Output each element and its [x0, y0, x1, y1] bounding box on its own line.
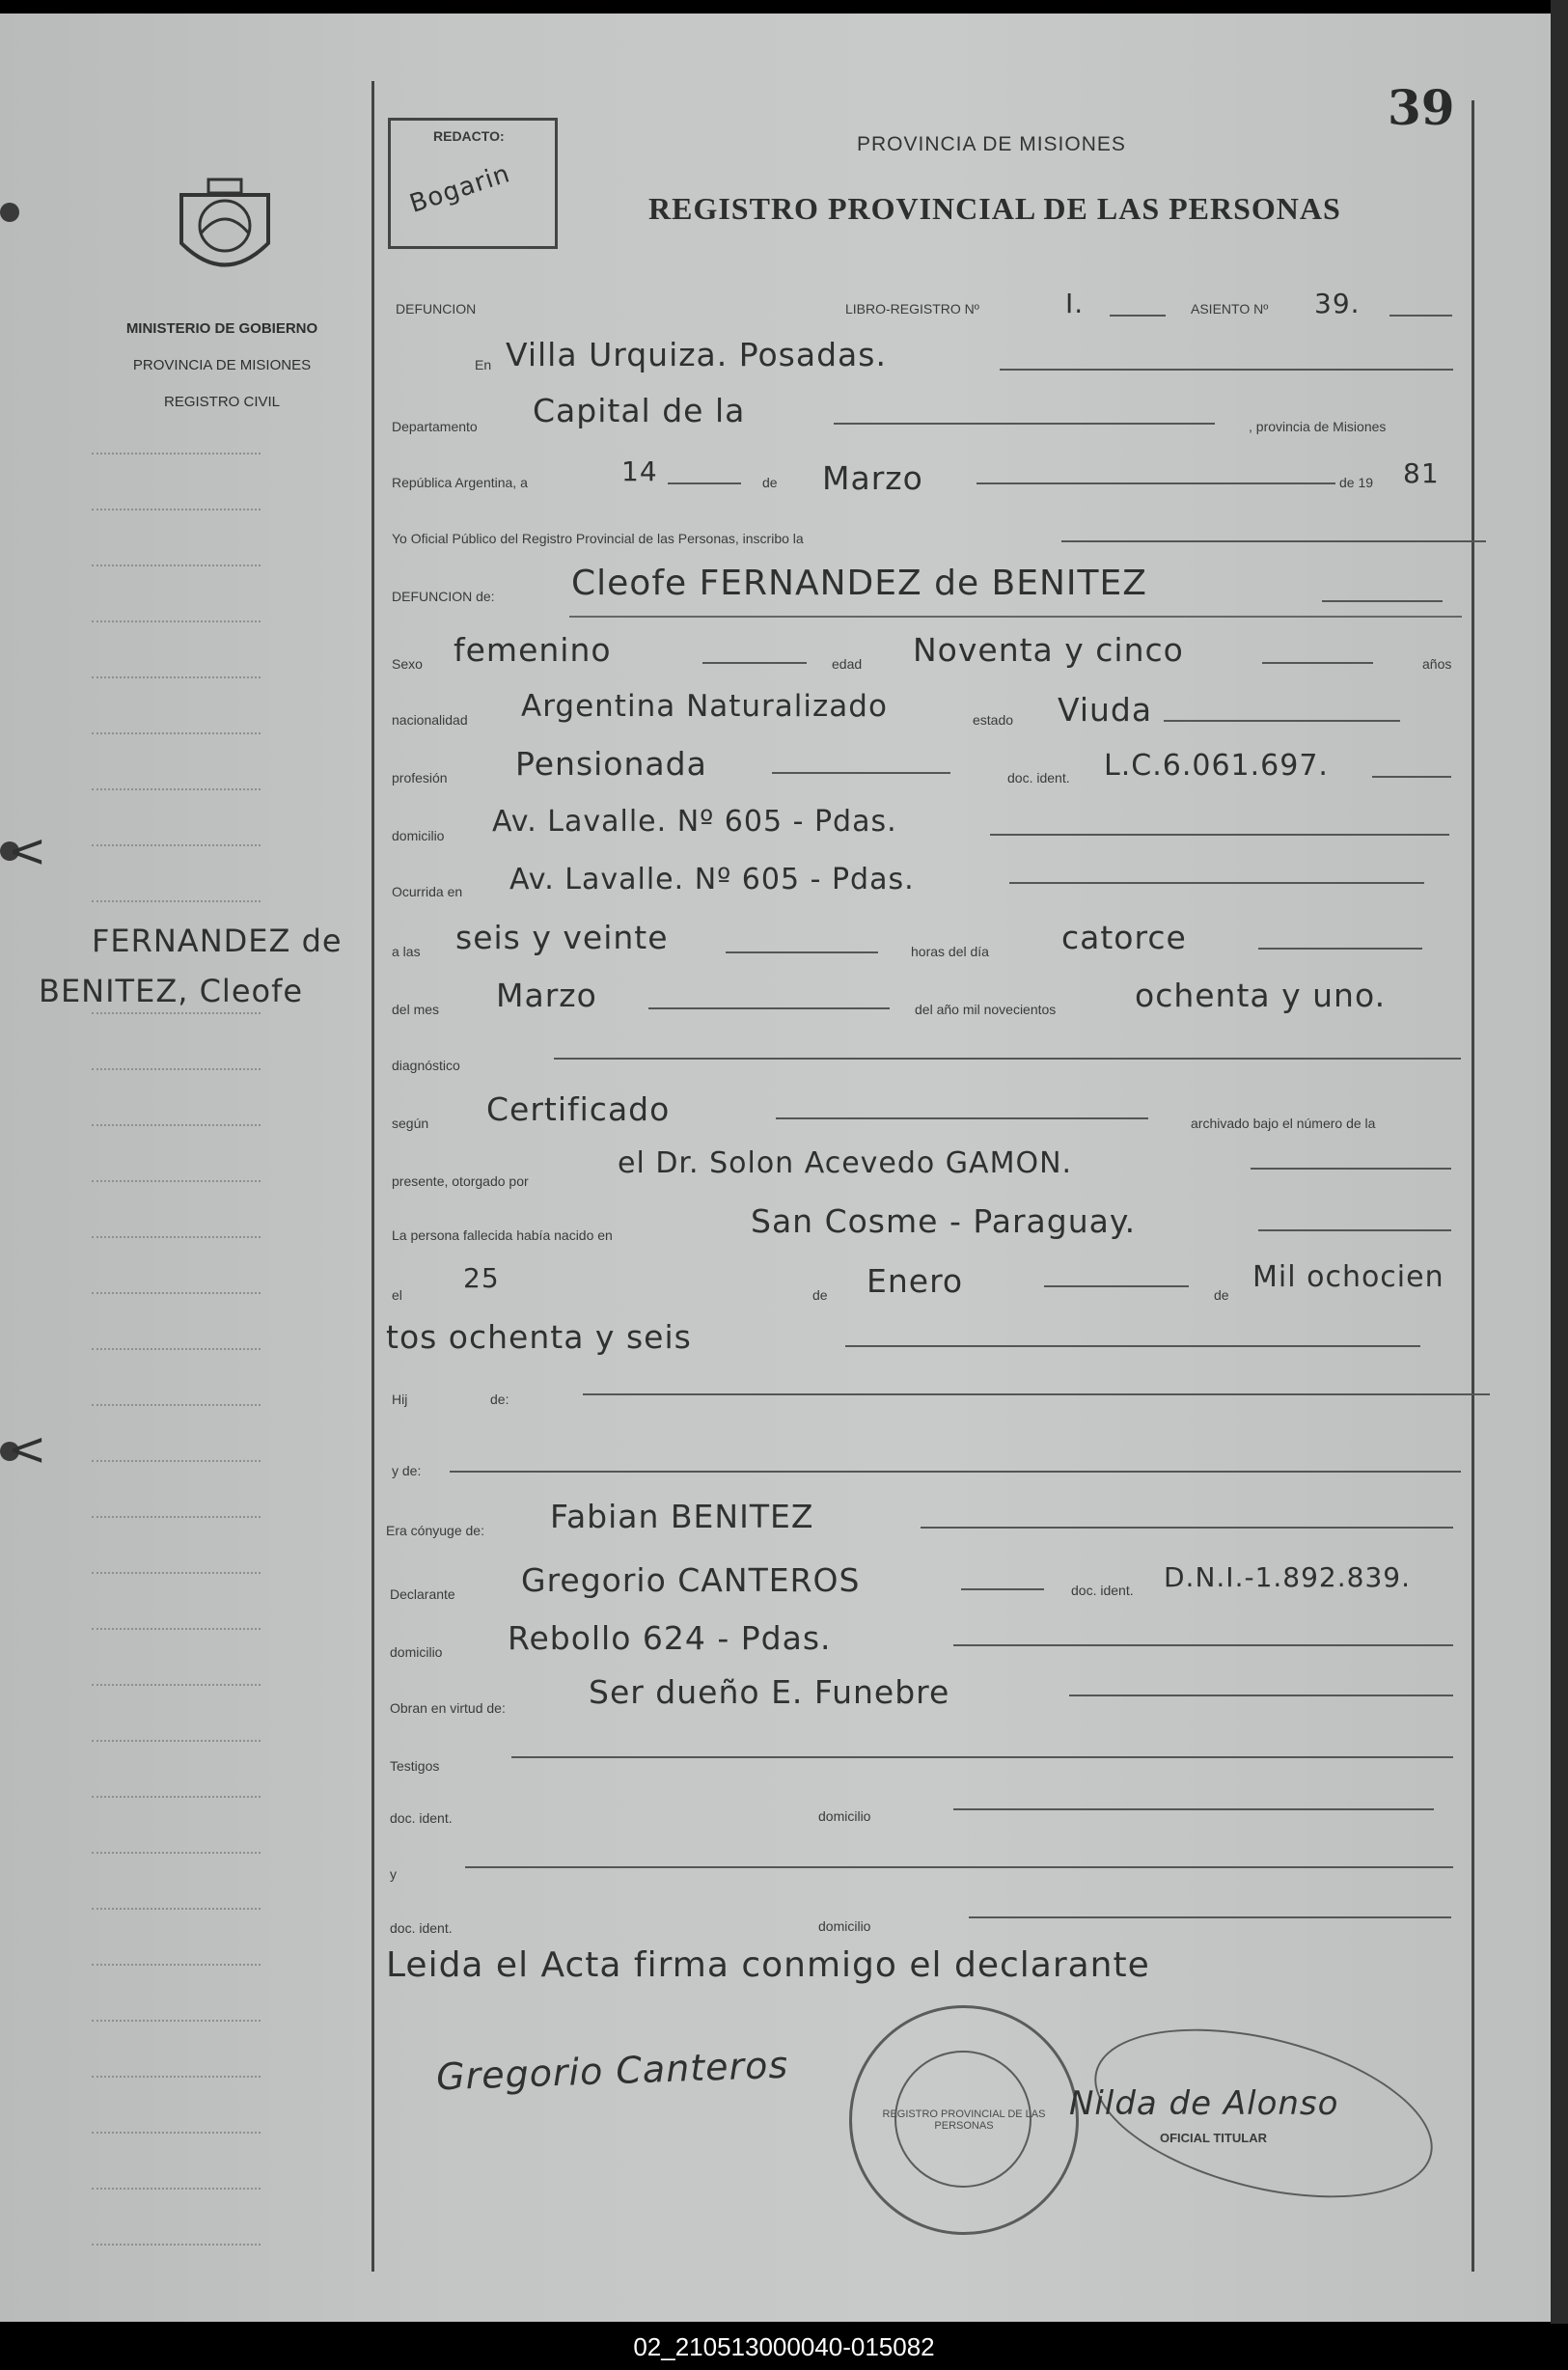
label-conyuge: Era cónyuge de:	[386, 1523, 484, 1538]
value-nac-ano1: Mil ochocien	[1252, 1260, 1444, 1294]
margin-rule-line	[92, 620, 261, 622]
margin-rule-line	[92, 1012, 261, 1014]
ministry-registry: REGISTRO CIVIL	[163, 394, 281, 410]
label-y: y	[390, 1866, 397, 1882]
margin-rule-line	[92, 1124, 261, 1126]
label-de: de	[762, 475, 778, 490]
blank-line	[1372, 776, 1451, 778]
label-departamento: Departamento	[392, 419, 478, 434]
margin-rule-line	[92, 844, 261, 846]
blank-line	[668, 482, 741, 484]
label-nacido: La persona fallecida había nacido en	[392, 1227, 613, 1243]
oficial-stamp-text: OFICIAL TITULAR	[1160, 2131, 1267, 2145]
label-nacionalidad: nacionalidad	[392, 712, 468, 728]
value-ocurrida: Av. Lavalle. Nº 605 - Pdas.	[509, 863, 915, 896]
margin-mark-icon: <	[8, 824, 48, 878]
label-y-de: y de:	[392, 1463, 422, 1478]
label-del-mes: del mes	[392, 1002, 440, 1017]
margin-rule-line	[92, 1740, 261, 1742]
blank-line	[450, 1471, 1461, 1473]
blank-line	[953, 1644, 1453, 1646]
label-oficial: Yo Oficial Público del Registro Provincial de las Personas, inscribo la	[392, 531, 804, 546]
blank-line	[726, 951, 878, 953]
label-presente: presente, otorgado por	[392, 1173, 529, 1189]
closing-statement: Leida el Acta firma conmigo el declarante	[386, 1945, 1150, 1985]
value-lugar: Villa Urquiza. Posadas.	[506, 336, 887, 373]
registry-page	[0, 14, 1552, 2322]
margin-rule-line	[92, 1628, 261, 1630]
ministry-name: MINISTERIO DE GOBIERNO	[125, 320, 318, 337]
label-declarante: Declarante	[390, 1586, 455, 1602]
label-en: En	[475, 357, 492, 372]
label-anos: años	[1422, 656, 1452, 672]
value-doc-declarante: D.N.I.-1.892.839.	[1164, 1561, 1411, 1593]
value-nac-ano2: tos ochenta y seis	[386, 1318, 692, 1356]
value-sexo: femenino	[454, 631, 612, 669]
value-departamento: Capital de la	[533, 392, 746, 429]
value-asiento: 39.	[1314, 288, 1361, 319]
value-domicilio: Av. Lavalle. Nº 605 - Pdas.	[492, 805, 897, 839]
blank-line	[921, 1527, 1453, 1529]
page-number: 39	[1388, 79, 1455, 136]
label-libro: LIBRO-REGISTRO Nº	[845, 301, 979, 317]
value-obran: Ser dueño E. Funebre	[589, 1673, 950, 1711]
declarante-signature: Gregorio Canteros	[435, 2043, 789, 2099]
image-caption: 02_210513000040-015082	[0, 2324, 1568, 2370]
right-margin-line	[1472, 100, 1474, 2272]
blank-line	[953, 1808, 1434, 1810]
label-domicilio2: domicilio	[390, 1644, 443, 1660]
blank-line	[776, 1117, 1148, 1119]
blank-line	[1258, 1229, 1451, 1231]
blank-line	[583, 1393, 1490, 1395]
label-republica: República Argentina, a	[392, 475, 528, 490]
label-a-las: a las	[392, 944, 421, 959]
margin-rule-line	[92, 2076, 261, 2078]
blank-line	[845, 1345, 1420, 1347]
value-domicilio-declarante: Rebollo 624 - Pdas.	[508, 1619, 832, 1657]
value-nac-dia: 25	[463, 1262, 500, 1294]
margin-rule-line	[92, 1852, 261, 1854]
blank-line	[969, 1916, 1451, 1918]
label-obran: Obran en virtud de:	[390, 1700, 506, 1716]
margin-rule-line	[92, 1572, 261, 1574]
redacto-label: REDACTO:	[433, 128, 505, 144]
blank-line	[990, 834, 1449, 836]
margin-rule-line	[92, 900, 261, 902]
value-nac-mes: Enero	[867, 1262, 964, 1300]
blank-line	[511, 1756, 1453, 1758]
margin-rule-line	[92, 1908, 261, 1910]
label-edad: edad	[832, 656, 863, 672]
margin-rule-line	[92, 2132, 261, 2134]
margin-rule-line	[92, 1404, 261, 1406]
oficial-signature: Nilda de Alonso	[1069, 2084, 1339, 2123]
label-estado: estado	[973, 712, 1014, 728]
ministry-province: PROVINCIA DE MISIONES	[132, 357, 312, 373]
label-asiento: ASIENTO Nº	[1191, 301, 1269, 317]
label-el: el	[392, 1287, 402, 1303]
margin-rule-line	[92, 2188, 261, 2190]
registry-stamp	[849, 2005, 1079, 2235]
margin-rule-line	[92, 2020, 261, 2022]
blank-line	[465, 1866, 1453, 1868]
margin-rule-line	[92, 565, 261, 566]
value-ano-texto: ochenta y uno.	[1135, 977, 1387, 1014]
value-conyuge: Fabian BENITEZ	[550, 1498, 814, 1535]
redacto-value: Bogarin	[405, 159, 514, 219]
value-medico: el Dr. Solon Acevedo GAMON.	[618, 1146, 1073, 1180]
margin-mark-icon: <	[8, 1422, 48, 1476]
margin-rule-line	[92, 732, 261, 734]
value-dia-texto: catorce	[1061, 919, 1187, 956]
margin-rule-line	[92, 1684, 261, 1686]
label-defuncion: DEFUNCION	[396, 301, 477, 317]
margin-rule-line	[92, 1460, 261, 1462]
margin-rule-line	[92, 1964, 261, 1966]
stamp-text: REGISTRO PROVINCIAL DE LAS PERSONAS	[882, 2108, 1046, 2132]
value-dia: 14	[621, 455, 658, 487]
blank-line	[1389, 315, 1452, 317]
label-profesion: profesión	[392, 770, 448, 785]
margin-rule-line	[92, 1516, 261, 1518]
margin-rule-line	[92, 1292, 261, 1294]
margin-name-line1: FERNANDEZ de	[92, 923, 343, 959]
blank-line	[648, 1007, 890, 1009]
blank-line	[961, 1588, 1044, 1590]
coat-of-arms-icon	[172, 176, 278, 288]
blank-line	[1262, 662, 1373, 664]
value-nacido-en: San Cosme - Paraguay.	[751, 1202, 1137, 1240]
label-defuncion-de: DEFUNCION de:	[392, 589, 495, 604]
label-horas-dia: horas del día	[911, 944, 989, 959]
blank-line	[1061, 540, 1486, 542]
margin-rule-line	[92, 2244, 261, 2246]
label-domicilio3: domicilio	[818, 1808, 871, 1824]
margin-rule-line	[92, 676, 261, 678]
blank-line	[977, 482, 1335, 484]
label-doc-ident4: doc. ident.	[390, 1920, 453, 1936]
blank-line	[1044, 1285, 1189, 1287]
label-doc-ident3: doc. ident.	[390, 1810, 453, 1826]
label-domicilio4: domicilio	[818, 1918, 871, 1934]
value-declarante: Gregorio CANTEROS	[521, 1561, 861, 1599]
value-segun: Certificado	[486, 1090, 671, 1128]
label-hij: Hij	[392, 1392, 408, 1407]
label-doc-ident: doc. ident.	[1007, 770, 1070, 785]
label-ocurrida: Ocurrida en	[392, 884, 463, 899]
blank-line	[1000, 369, 1453, 371]
underline	[569, 616, 1462, 618]
margin-rule-line	[92, 453, 261, 455]
label-testigos: Testigos	[390, 1758, 440, 1774]
blank-line	[1110, 315, 1166, 317]
margin-rule-line	[92, 1068, 261, 1070]
blank-line	[1069, 1695, 1453, 1696]
label-doc-ident2: doc. ident.	[1071, 1583, 1134, 1598]
label-de2: de	[812, 1287, 828, 1303]
margin-rule-line	[92, 788, 261, 790]
blank-line	[1322, 600, 1443, 602]
label-provincia: , provincia de Misiones	[1249, 419, 1387, 434]
value-fallecido: Cleofe FERNANDEZ de BENITEZ	[571, 564, 1147, 603]
label-sexo: Sexo	[392, 656, 423, 672]
value-libro: I.	[1065, 288, 1085, 319]
label-archivado: archivado bajo el número de la	[1191, 1116, 1376, 1131]
binding-hole	[0, 203, 19, 222]
value-mes2: Marzo	[496, 977, 597, 1014]
province-heading: PROVINCIA DE MISIONES	[857, 133, 1126, 155]
value-doc: L.C.6.061.697.	[1104, 749, 1329, 783]
label-de3: de	[1214, 1287, 1229, 1303]
label-diagnostico: diagnóstico	[392, 1058, 460, 1073]
blank-line	[772, 772, 950, 774]
label-segun: según	[392, 1116, 429, 1131]
margin-rule-line	[92, 509, 261, 510]
blank-line	[1251, 1168, 1451, 1170]
blank-line	[1009, 882, 1424, 884]
left-margin-line	[371, 81, 374, 2272]
margin-rule-line	[92, 1236, 261, 1238]
blank-line	[1164, 720, 1400, 722]
value-mes: Marzo	[822, 459, 923, 497]
value-estado: Viuda	[1058, 691, 1153, 729]
blank-line	[554, 1058, 1461, 1060]
margin-rule-line	[92, 1348, 261, 1350]
page-edge	[1551, 0, 1568, 2326]
value-edad: Noventa y cinco	[913, 631, 1184, 669]
margin-rule-line	[92, 1180, 261, 1182]
label-de-hij: de:	[490, 1392, 509, 1407]
blank-line	[1258, 948, 1422, 950]
label-de-year: de 19	[1339, 475, 1374, 490]
label-domicilio: domicilio	[392, 828, 445, 843]
value-nacionalidad: Argentina Naturalizado	[521, 689, 888, 724]
blank-line	[702, 662, 807, 664]
blank-line	[834, 423, 1215, 425]
redacto-box	[388, 118, 558, 249]
margin-rule-line	[92, 1796, 261, 1798]
value-ano: 81	[1403, 457, 1440, 489]
value-profesion: Pensionada	[515, 745, 707, 783]
registry-title: REGISTRO PROVINCIAL DE LAS PERSONAS	[648, 191, 1341, 226]
label-del-ano: del año mil novecientos	[915, 1002, 1057, 1017]
margin-name-line2: BENITEZ, Cleofe	[39, 973, 304, 1009]
value-hora: seis y veinte	[455, 919, 669, 956]
